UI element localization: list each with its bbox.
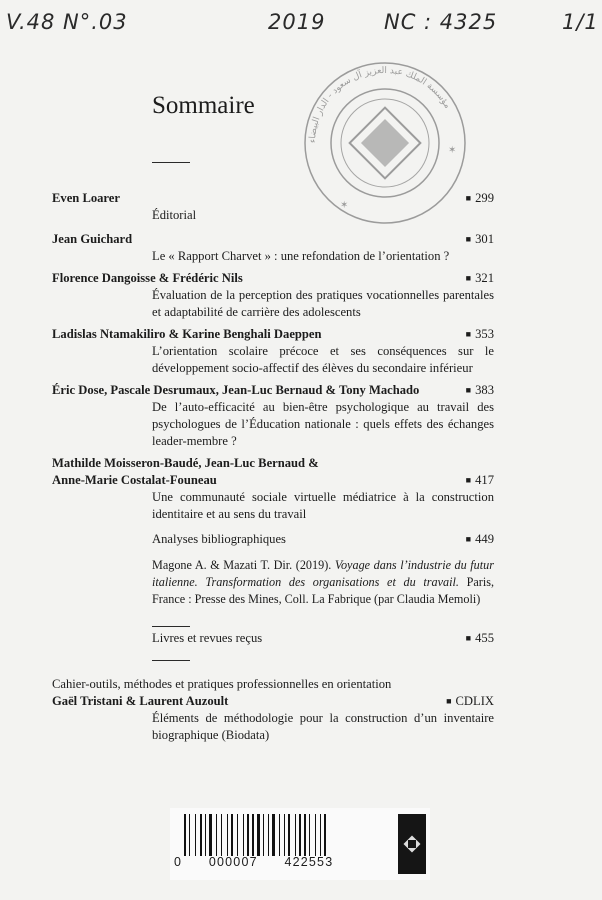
barcode-bar xyxy=(227,814,228,856)
barcode-bar xyxy=(324,814,326,856)
entry-page: ■ 321 xyxy=(466,270,494,288)
entry-title: L’orientation scolaire précoce et ses conséquences sur le développement socio-affectif des élèves du secondaire inférieur xyxy=(152,344,494,375)
divider xyxy=(152,626,190,627)
barcode-bar xyxy=(221,814,222,856)
barcode-bar xyxy=(284,814,285,856)
barcode-bar xyxy=(295,814,296,856)
barcode-bar xyxy=(272,814,275,856)
barcode-bar xyxy=(231,814,233,856)
livres-page: ■ 455 xyxy=(466,630,494,648)
cahier-page: ■ CDLIX xyxy=(446,693,494,711)
svg-text:مؤسسة الملك عبد العزيز آل سعود: مؤسسة الملك عبد العزيز آل سعود - الدار البيضاء xyxy=(307,65,453,144)
handwritten-volume: V.48 N°.03 xyxy=(6,10,128,34)
barcode-bar xyxy=(237,814,238,856)
analyses-section xyxy=(152,531,494,548)
entry-authors: Ladislas Ntamakiliro & Karine Benghali Daeppen xyxy=(52,327,322,341)
toc-entry xyxy=(52,231,494,265)
barcode-bar xyxy=(243,814,244,856)
barcode-bar xyxy=(279,814,280,856)
title-underline xyxy=(152,162,190,163)
barcode-bar xyxy=(263,814,264,856)
cahier-authors: Gaël Tristani & Laurent Auzoult xyxy=(52,694,229,708)
barcode-group-1: 000007 xyxy=(208,855,258,869)
cahier-section xyxy=(52,676,494,744)
analyses-label: Analyses bibliographiques xyxy=(152,532,286,546)
svg-text:✶: ✶ xyxy=(448,145,457,156)
barcode-bar xyxy=(247,814,249,856)
handwritten-year: 2019 xyxy=(268,10,326,34)
review-title: Voyage dans l’industrie du futur italienne. Transformation des organisations et du travail. xyxy=(152,558,494,589)
barcode-bar xyxy=(288,814,290,856)
cahier-heading: Cahier-outils, méthodes et pratiques professionnelles en orientation xyxy=(52,677,392,691)
review-authors: Magone A. & Mazati T. Dir. (2019). xyxy=(152,558,332,572)
barcode-digit-0: 0 xyxy=(174,855,183,869)
barcode-bar xyxy=(184,814,186,856)
entry-page: ■ 383 xyxy=(466,382,494,400)
page-title: Sommaire xyxy=(152,92,255,119)
barcode-bar xyxy=(205,814,206,856)
barcode-group-2: 422553 xyxy=(284,855,334,869)
toc-entry xyxy=(52,270,494,321)
entry-authors: Mathilde Moisseron-Baudé, Jean-Luc Bernaud & xyxy=(52,456,319,470)
review-publisher: Paris, France : Presse des Mines, Coll. La Fabrique (par Claudia Memoli) xyxy=(152,575,494,606)
barcode-bar xyxy=(189,814,190,856)
entry-authors: Éric Dose, Pascale Desrumaux, Jean-Luc Bernaud & Tony Machado xyxy=(52,383,420,397)
entry-authors: Jean Guichard xyxy=(52,232,133,246)
barcode-bar xyxy=(195,814,196,856)
entry-page: ■ 417 xyxy=(466,472,494,490)
barcode-bar xyxy=(252,814,254,856)
handwritten-catalog: NC : 4325 xyxy=(384,10,498,34)
analyses-page: ■ 449 xyxy=(466,531,494,549)
barcode-bar xyxy=(309,814,310,856)
barcode-bar xyxy=(268,814,269,856)
entry-page: ■ 353 xyxy=(466,326,494,344)
entry-title: De l’auto-efficacité au bien-être psychologique au travail des psychologues de l’Éducation nationale : quels effets des échanges leader-membre ? xyxy=(152,400,494,448)
handwritten-copy: 1/1 xyxy=(562,10,599,34)
book-review xyxy=(152,557,494,608)
divider xyxy=(152,660,190,661)
toc-entry xyxy=(52,455,494,523)
barcode-bar xyxy=(257,814,260,856)
barcode-bar xyxy=(304,814,306,856)
barcode-bar xyxy=(299,814,301,856)
livres-label: Livres et revues reçus xyxy=(152,631,263,645)
barcode-bar xyxy=(216,814,217,856)
cahier-title: Éléments de méthodologie pour la construction d’un inventaire biographique (Biodata) xyxy=(152,711,494,742)
entry-title: Une communauté sociale virtuelle médiatrice à la construction identitaire et au sens du travail xyxy=(152,490,494,521)
entry-title: Éditorial xyxy=(152,208,197,222)
entry-authors: Florence Dangoisse & Frédéric Nils xyxy=(52,271,243,285)
entry-title: Évaluation de la perception des pratiques vocationnelles parentales et adaptabilité de carrière des adolescents xyxy=(152,288,494,319)
entry-authors: Even Loarer xyxy=(52,191,120,205)
barcode-digits xyxy=(174,855,355,869)
entry-authors-line2: Anne-Marie Costalat-Founeau xyxy=(52,473,217,487)
entry-title: Le « Rapport Charvet » : une refondation de l’orientation ? xyxy=(152,249,450,263)
entry-page: ■ 299 xyxy=(466,190,494,208)
toc-entry xyxy=(52,190,494,224)
svg-text:✶: ✶ xyxy=(340,200,349,211)
entry-page: ■ 301 xyxy=(466,231,494,249)
barcode-bar xyxy=(315,814,316,856)
livres-section xyxy=(152,630,494,647)
barcode-bar xyxy=(209,814,212,856)
barcode-bar xyxy=(200,814,202,856)
toc-entry xyxy=(52,382,494,450)
barcode xyxy=(170,808,430,880)
toc-entry xyxy=(52,326,494,377)
barcode-bar xyxy=(320,814,321,856)
